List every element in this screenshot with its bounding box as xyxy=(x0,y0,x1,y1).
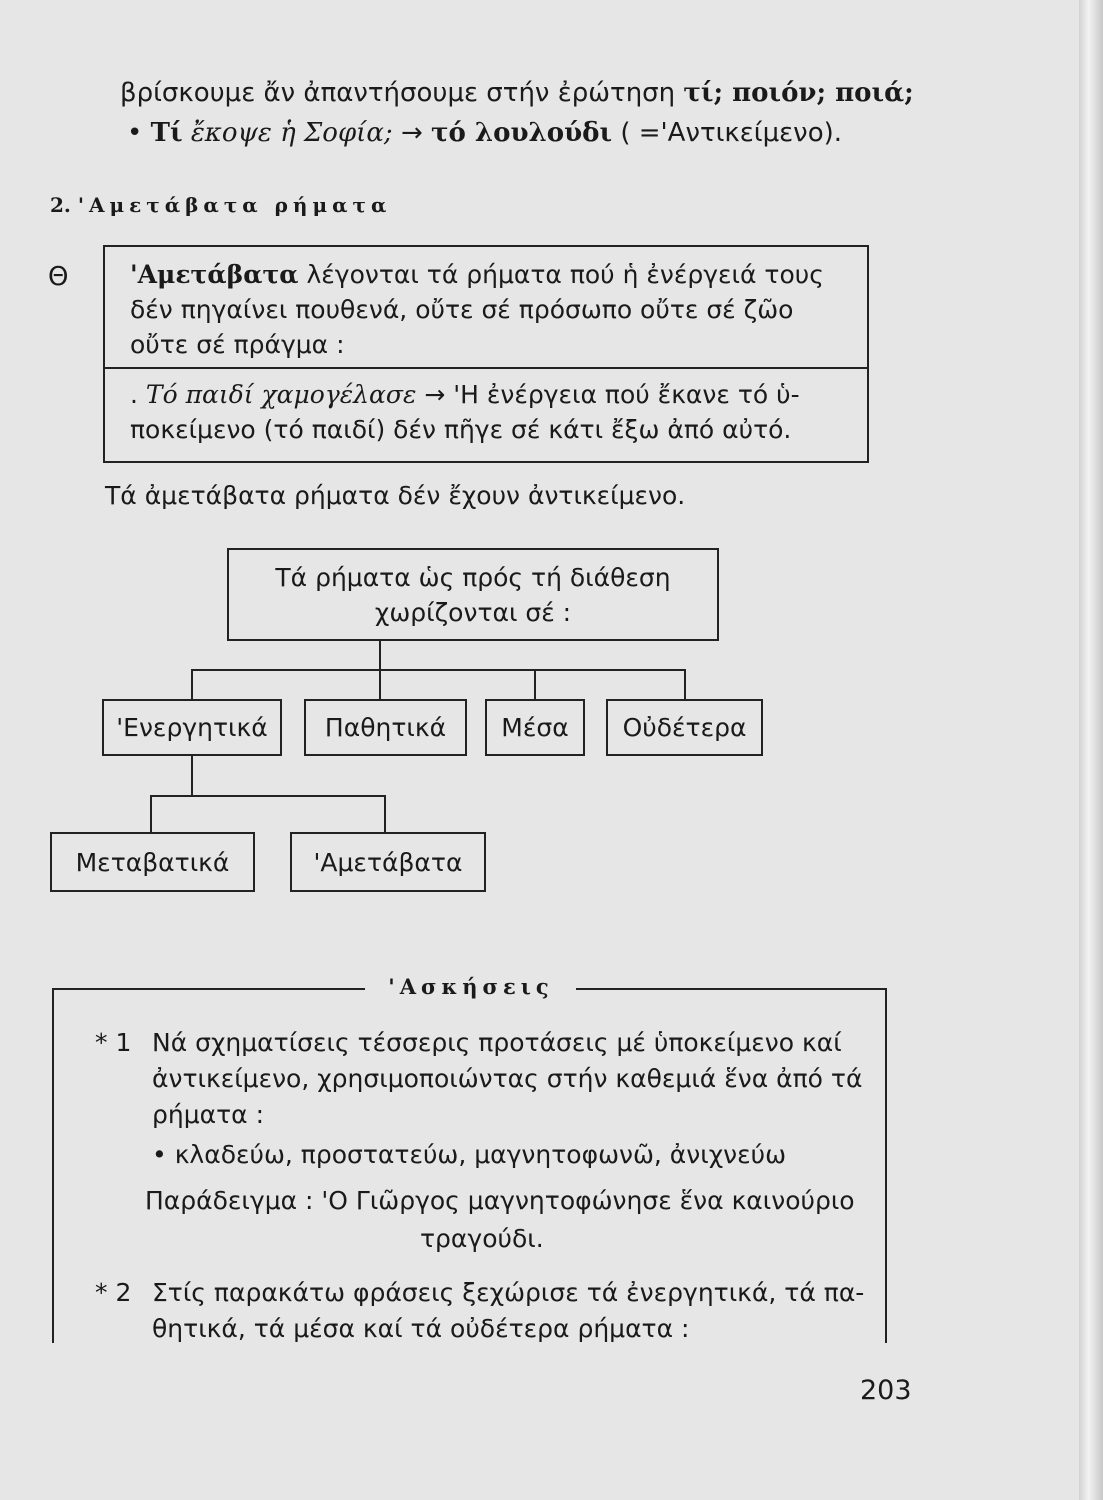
exercise-1-line-1: Νά σχηματίσεις τέσσερις προτάσεις μέ ὑποκείμενο καί xyxy=(152,1028,842,1057)
summary-line: Τά ἀμετάβατα ρήματα δέν ἔχουν ἀντικείμενο. xyxy=(105,481,686,510)
definition-example-sentence: Τό παιδί χαμογέλασε xyxy=(145,380,417,409)
exercise-1-line-2: ἀντικείμενο, χρησιμοποιώντας στήν καθεμιά ἕνα ἀπό τά xyxy=(152,1064,863,1093)
connector xyxy=(534,669,536,699)
intro-example xyxy=(127,120,842,146)
connector xyxy=(384,795,386,833)
exercise-frame-right xyxy=(885,988,887,1343)
diagram-root-line-1: Τά ρήματα ὡς πρός τή διάθεση xyxy=(275,563,671,592)
example-note: ( ='Αντικείμενο). xyxy=(620,118,843,148)
exercises-title: 'Ασκήσεις xyxy=(388,974,554,999)
page-edge xyxy=(1079,0,1103,1500)
definition-example-line-1 xyxy=(130,382,800,407)
margin-symbol: Θ xyxy=(48,262,69,292)
diagram-node-middle: Μέσα xyxy=(485,699,585,756)
exercise-1-example-line-1: Παράδειγμα : 'Ο Γιῶργος μαγνητοφώνησε ἕνα καινούριο xyxy=(145,1186,855,1215)
section-number: 2. xyxy=(50,193,71,217)
bullet: • xyxy=(127,118,143,148)
example-answer: τό λουλούδι xyxy=(431,118,613,148)
intro-line xyxy=(120,80,914,106)
connector xyxy=(191,669,686,671)
exercise-frame-left xyxy=(52,988,54,1343)
exercise-frame-top-right xyxy=(576,988,887,990)
definition-term: 'Αμετάβατα xyxy=(130,260,299,289)
connector xyxy=(379,669,381,699)
arrow-icon: → xyxy=(400,118,423,148)
page-number: 203 xyxy=(860,1375,912,1406)
definition-line-2: δέν πηγαίνει πουθενά, οὔτε σέ πρόσωπο οὔτε σέ ζῶο xyxy=(130,295,794,324)
example-question: Τί xyxy=(150,118,183,148)
intro-question-words: τί; ποιόν; ποιά; xyxy=(683,78,914,108)
exercise-2-line-1: Στίς παρακάτω φράσεις ξεχώρισε τά ἐνεργητικά, τά πα- xyxy=(152,1278,865,1307)
exercise-frame-top-left xyxy=(52,988,365,990)
definition-example-line-2: ποκείμενο (τό παιδί) δέν πῆγε σέ κάτι ἔξω ἀπό αὐτό. xyxy=(130,415,792,444)
definition-example-text: 'Η ἐνέργεια πού ἔκανε τό ὑ- xyxy=(453,380,800,409)
definition-line-3: οὔτε σέ πράγμα : xyxy=(130,330,345,359)
diagram-node-passive: Παθητικά xyxy=(304,699,467,756)
connector xyxy=(379,641,381,670)
connector xyxy=(191,756,193,796)
section-heading xyxy=(50,195,391,215)
example-sentence: ἔκοψε ἡ Σοφία; xyxy=(190,118,393,148)
diagram-node-neuter: Οὐδέτερα xyxy=(606,699,763,756)
diagram-node-intransitive: 'Αμετάβατα xyxy=(290,832,486,892)
diagram-root xyxy=(227,548,719,641)
connector xyxy=(684,669,686,699)
diagram-node-active: 'Ενεργητικά xyxy=(102,699,282,756)
definition-line-1 xyxy=(130,262,824,287)
section-title: 'Αμετάβατα ρήματα xyxy=(77,193,392,217)
exercise-1-line-3: ρήματα : xyxy=(152,1100,264,1129)
diagram-node-transitive: Μεταβατικά xyxy=(50,832,255,892)
exercise-1-example-line-2: τραγούδι. xyxy=(420,1224,544,1253)
exercise-1-marker: * 1 xyxy=(95,1028,132,1057)
arrow-icon: → xyxy=(424,380,446,409)
exercise-2-marker: * 2 xyxy=(95,1278,132,1307)
definition-divider xyxy=(103,367,869,369)
exercise-1-verbs: • κλαδεύω, προστατεύω, μαγνητοφωνῶ, ἀνιχνεύω xyxy=(152,1140,787,1169)
exercise-2-line-2: θητικά, τά μέσα καί τά οὐδέτερα ρήματα : xyxy=(152,1314,690,1343)
diagram-root-line-2: χωρίζονται σέ : xyxy=(374,598,572,627)
definition-text: λέγονται τά ρήματα πού ἡ ἐνέργειά τους xyxy=(306,260,824,289)
connector xyxy=(150,795,152,833)
connector xyxy=(191,669,193,699)
connector xyxy=(150,795,386,797)
intro-line-text: βρίσκουμε ἄν ἀπαντήσουμε στήν ἐρώτηση xyxy=(120,78,684,108)
example-dot: . xyxy=(130,380,138,409)
